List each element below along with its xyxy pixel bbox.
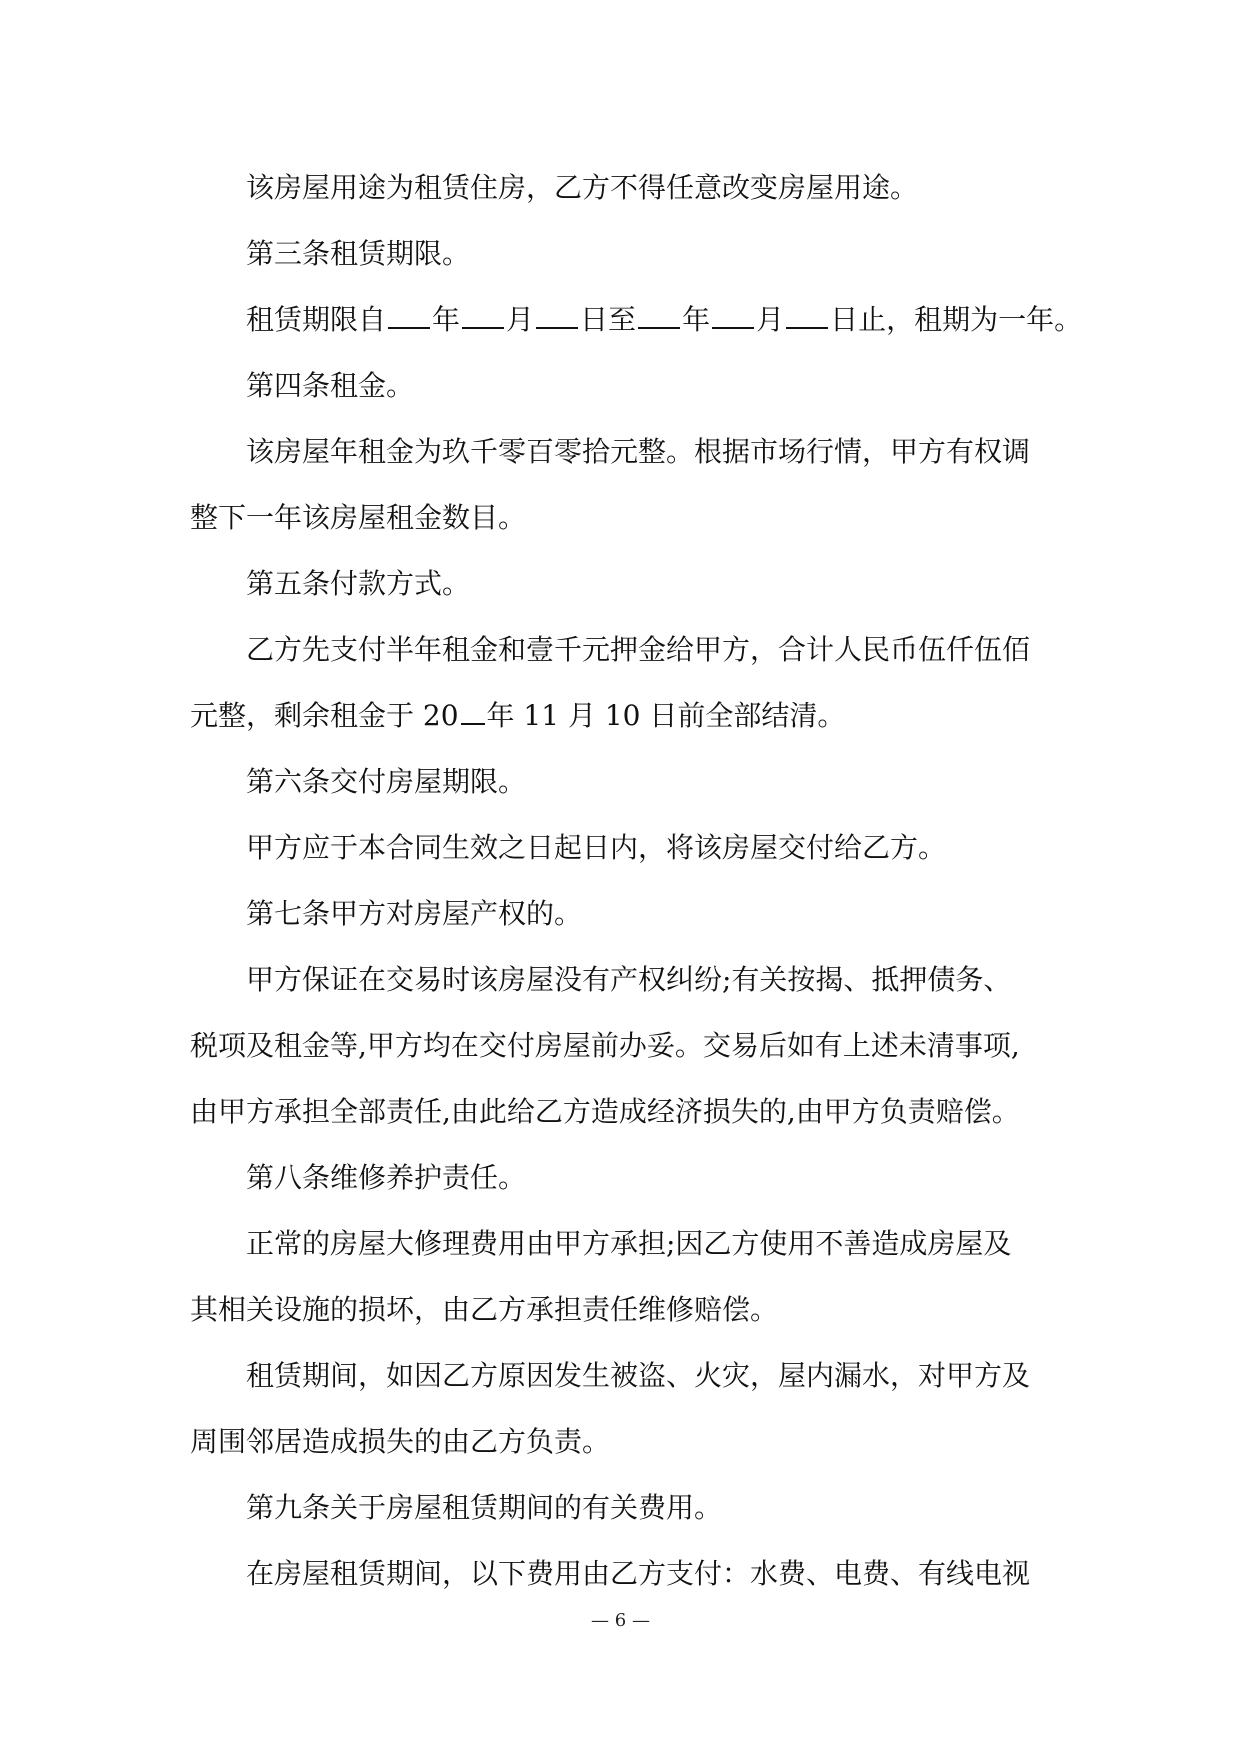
paragraph-line: 该房屋用途为租赁住房，乙方不得任意改变房屋用途。: [246, 171, 919, 204]
paragraph-line: 由甲方承担全部责任,由此给乙方造成经济损失的,由甲方负责赔偿。: [190, 1095, 1020, 1128]
clause-heading: 第三条租赁期限。: [246, 237, 471, 270]
text-segment: 年: [682, 303, 711, 336]
blank-field: [638, 305, 680, 329]
text-segment: 月: [506, 303, 535, 336]
payment-due-line: [190, 683, 1070, 749]
clause-heading: 第八条维修养护责任。: [246, 1161, 527, 1194]
paragraph-line: 税项及租金等,甲方均在交付房屋前办妥。交易后如有上述未清事项,: [190, 1029, 1020, 1062]
blank-field: [712, 305, 754, 329]
blank-field: [461, 701, 485, 725]
paragraph-line: 其相关设施的损坏，由乙方承担责任维修赔偿。: [190, 1293, 779, 1326]
paragraph-line: 甲方应于本合同生效之日起日内，将该房屋交付给乙方。: [246, 831, 947, 864]
paragraph-line: 周围邻居造成损失的由乙方负责。: [190, 1425, 611, 1458]
text-segment: 日至: [580, 303, 637, 336]
paragraph-line: 租赁期间，如因乙方原因发生被盗、火灾，屋内漏水，对甲方及: [246, 1359, 1031, 1392]
paragraph-line: 正常的房屋大修理费用由甲方承担;因乙方使用不善造成房屋及: [246, 1227, 1012, 1260]
page-number: — 6 —: [591, 1610, 650, 1631]
document-body: [190, 155, 1083, 1607]
paragraph-line: 该房屋年租金为玖千零百零拾元整。根据市场行情，甲方有权调: [246, 435, 1031, 468]
paragraph-line: 乙方先支付半年租金和壹千元押金给甲方，合计人民币伍仟伍佰: [246, 633, 1031, 666]
text-segment: 租赁期限自: [246, 303, 387, 336]
text-segment: 月: [756, 303, 785, 336]
clause-heading: 第五条付款方式。: [246, 567, 471, 600]
text-segment: 元整，剩余租金于 20: [190, 699, 459, 732]
text-segment: 年 11 月 10 日前全部结清。: [486, 699, 846, 732]
clause-heading: 第六条交付房屋期限。: [246, 765, 527, 798]
paragraph-line: 在房屋租赁期间，以下费用由乙方支付：水费、电费、有线电视: [246, 1557, 1031, 1590]
lease-period-line: [190, 287, 1083, 353]
clause-heading: 第九条关于房屋租赁期间的有关费用。: [246, 1491, 723, 1524]
text-segment: 日止，租期为一年。: [830, 303, 1083, 336]
blank-field: [536, 305, 578, 329]
paragraph-line: 甲方保证在交易时该房屋没有产权纠纷;有关按揭、抵押债务、: [246, 963, 1012, 996]
paragraph-line: 整下一年该房屋租金数目。: [190, 501, 527, 534]
text-segment: 年: [432, 303, 461, 336]
clause-heading: 第七条甲方对房屋产权的。: [246, 897, 583, 930]
blank-field: [786, 305, 828, 329]
blank-field: [388, 305, 430, 329]
clause-heading: 第四条租金。: [246, 369, 415, 402]
blank-field: [462, 305, 504, 329]
